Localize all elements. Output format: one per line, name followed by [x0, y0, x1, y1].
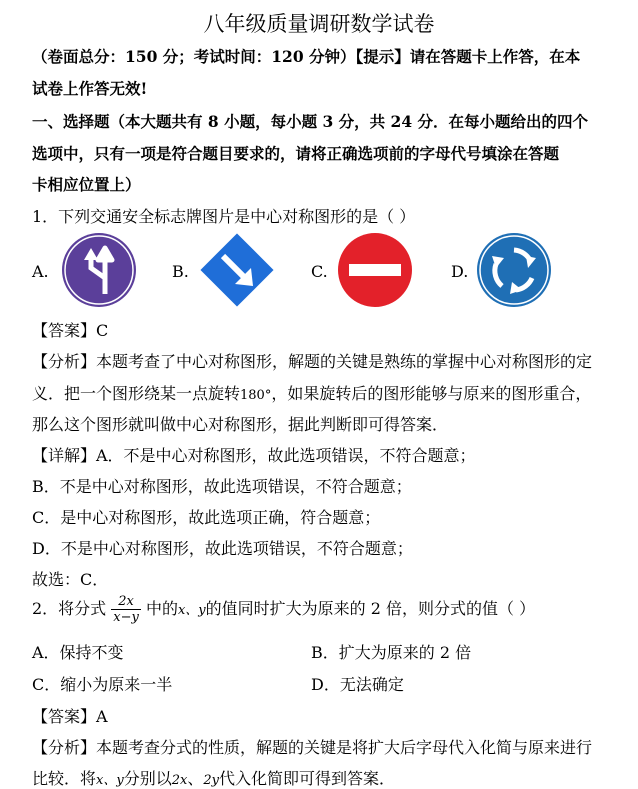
q1-analysis-line-2-end: ，如果旋转后的图形能够与原来的图形重合， [271, 384, 592, 403]
section-heading-line-1: 一、选择题（本大题共有 8 小题，每小题 3 分，共 24 分．在每小题给出的四个 [32, 112, 589, 131]
q2-fraction [111, 594, 141, 625]
sign-a-disc [62, 233, 136, 307]
q1-option-d-label: D. [451, 262, 469, 281]
q1-detail-c: C．是中心对称图形，故此选项正确，符合题意； [32, 508, 381, 527]
q2-stem-mid: 中的 [145, 599, 178, 618]
q2-analysis-line-2-start: 比较．将 [32, 769, 97, 788]
q2-analysis-2x: 2x [171, 773, 188, 788]
q1-analysis-line-1: 【分析】本题考查了中心对称图形，解题的关键是熟练的掌握中心对称图形的定 [32, 352, 593, 371]
q2-stem-suffix: 的值同时扩大为原来的 2 倍，则分式的值（ ） [205, 599, 536, 618]
q1-detail-b: B．不是中心对称图形，故此选项错误，不符合题意； [32, 477, 412, 496]
q1-analysis-line-3: 那么这个图形就叫做中心对称图形，据此判断即可得答案． [32, 415, 449, 434]
sign-c-no-entry-icon [337, 232, 413, 308]
q2-stem [32, 594, 535, 625]
q2-answer: 【答案】A [32, 707, 108, 726]
section-heading-line-3: 卡相应位置上） [32, 175, 141, 194]
sign-d-disc [477, 233, 551, 307]
q2-stem-prefix: 2．将分式 [32, 599, 107, 618]
q1-option-a-label: A. [32, 262, 49, 281]
q1-conclusion: 故选：C． [32, 570, 109, 589]
page-title: 八年级质量调研数学试卷 [203, 12, 435, 36]
q1-detail-a: 【详解】A．不是中心对称图形，故此选项错误，不符合题意； [32, 446, 476, 465]
q2-option-b: B．扩大为原来的 2 倍 [311, 643, 472, 662]
q2-option-a: A．保持不变 [32, 643, 124, 662]
q2-vars: x、y [177, 603, 206, 618]
q1-detail-d: D．不是中心对称图形，故此选项错误，不符合题意； [32, 539, 413, 558]
q2-option-d: D．无法确定 [311, 675, 404, 694]
q2-option-c: C．缩小为原来一半 [32, 675, 173, 694]
q2-analysis-2y: 2y [203, 773, 219, 788]
notice-line-1: （卷面总分：150 分；考试时间：120 分钟）【提示】请在答题卡上作答，在本 [32, 47, 581, 66]
q1-stem: 1．下列交通安全标志牌图片是中心对称图形的是（ ） [32, 207, 416, 226]
q1-answer: 【答案】C [32, 321, 109, 340]
sign-b-diagonal-arrow-icon [199, 232, 275, 308]
q2-fraction-numerator: 2x [111, 594, 141, 610]
q1-angle: 180° [240, 388, 272, 403]
sign-a-straight-or-left-icon [61, 232, 137, 308]
q1-option-c-label: C. [311, 262, 328, 281]
q2-analysis-vars: x、y [96, 773, 124, 788]
q1-analysis-line-2 [32, 381, 591, 404]
q2-analysis-line-2-mid: 分别以 [123, 769, 172, 788]
q2-analysis-line-1: 【分析】本题考查分式的性质，解题的关键是将扩大后字母代入化简与原来进行 [32, 738, 593, 757]
q1-option-b-label: B. [172, 262, 189, 281]
sign-d-roundabout-icon [476, 232, 552, 308]
q2-analysis-line-2-end: 代入化简即可得到答案． [218, 769, 395, 788]
q1-analysis-line-2-start: 义．把一个图形绕某一点旋转 [32, 384, 241, 403]
q2-analysis-sep: 、 [187, 769, 204, 788]
notice-line-2: 试卷上作答无效! [32, 79, 148, 98]
q2-fraction-denominator: x−y [113, 610, 139, 625]
section-heading-line-2: 选项中，只有一项是符合题目要求的，请将正确选项前的字母代号填涂在答题 [32, 144, 560, 163]
